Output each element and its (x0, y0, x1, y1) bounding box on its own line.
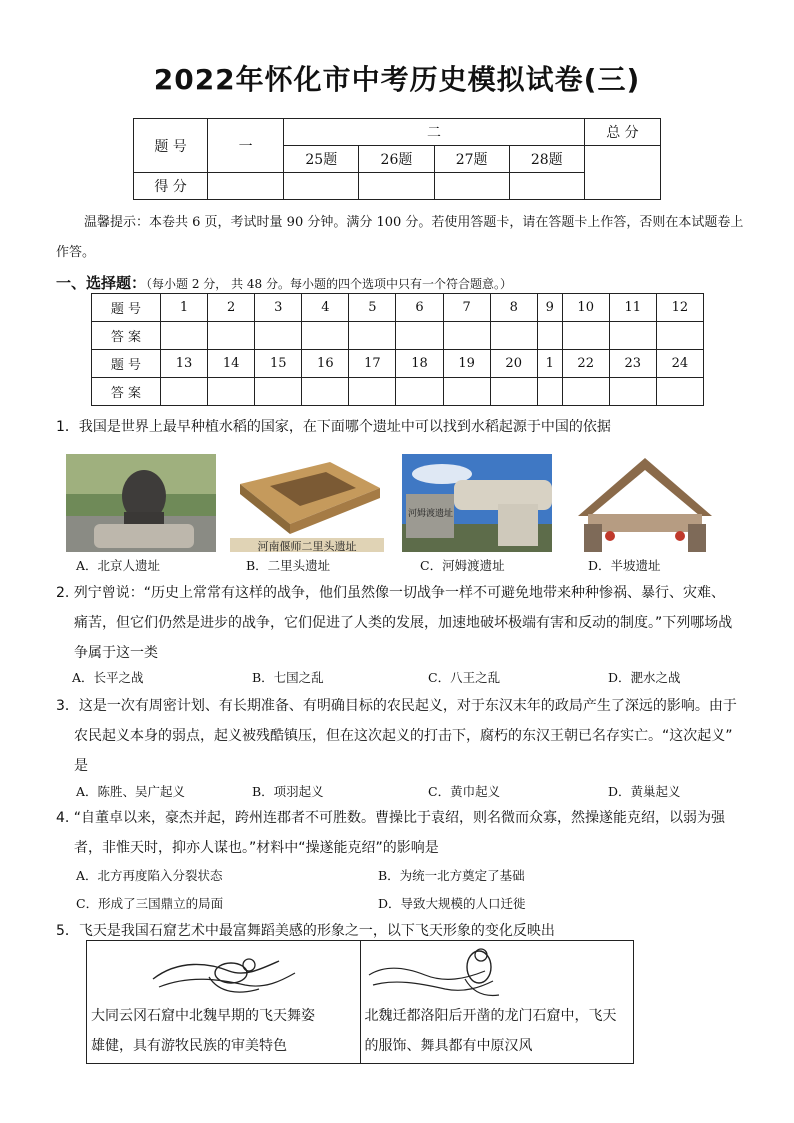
qnum: 20 (490, 350, 537, 378)
answer-cell[interactable] (490, 378, 537, 406)
q5-right-cell (360, 941, 634, 1064)
score-cell[interactable] (284, 173, 359, 200)
tip-label: 温馨提示： (84, 215, 150, 230)
section-1-heading: 一、选择题： (56, 274, 147, 292)
answer-cell[interactable] (562, 322, 609, 350)
qnum: 1 (537, 350, 562, 378)
answer-cell[interactable] (208, 378, 255, 406)
score-table-total-cell[interactable] (584, 146, 660, 200)
q3-line: 农民起义本身的弱点，起义被残酷镇压，但在这次起义的打击下，腐朽的东汉王朝已名存实亡。“这次起义” (74, 728, 733, 744)
answer-cell[interactable] (161, 322, 208, 350)
q5-left-line: 雄健，具有游牧民族的审美特色 (91, 1038, 287, 1054)
q1-photo-b-caption: 河南偃师二里头遗址 (257, 540, 357, 552)
q2-line: 痛苦，但它们仍然是进步的战争，它们促进了人类的发展，加速地破坏极端有害和反动的制度。”下列哪场战 (74, 615, 733, 631)
q5-left-line: 大同云冈石窟中北魏早期的飞天舞姿 (91, 1008, 315, 1024)
q2-line: 2. 列宁曾说：“历史上常常有这样的战争，他们虽然像一切战争一样不可避免地带来种种惨祸、暴行、灾难、 (56, 585, 726, 601)
q1-option-b[interactable]: B．二里头遗址 (246, 558, 331, 573)
q2-option-b[interactable]: B．七国之乱 (252, 670, 324, 685)
answer-cell[interactable] (537, 322, 562, 350)
q2-option-d[interactable]: D．淝水之战 (608, 670, 681, 685)
answer-cell[interactable] (562, 378, 609, 406)
answer-grid (91, 293, 704, 406)
flying-apsara-left-icon (149, 949, 299, 1003)
q1-photo-d (570, 454, 720, 552)
page-title: 2022年怀化市中考历史模拟试卷(三) (153, 63, 641, 96)
q1-photo-b (230, 454, 384, 552)
score-table-q26: 26题 (359, 146, 434, 173)
answer-cell[interactable] (255, 378, 302, 406)
q3-option-a[interactable]: A．陈胜、吴广起义 (76, 784, 186, 799)
q2-stem (56, 578, 746, 668)
q1-stem: 1．我国是世界上最早种植水稻的国家，在下面哪个遗址中可以找到水稻起源于中国的依据 (56, 419, 611, 435)
exam-tip (56, 208, 746, 268)
qnum: 14 (208, 350, 255, 378)
qnum: 2 (208, 294, 255, 322)
score-table-total: 总 分 (584, 119, 660, 146)
answer-cell[interactable] (208, 322, 255, 350)
q5-left-cell (87, 941, 361, 1064)
qnum: 18 (396, 350, 443, 378)
answer-cell[interactable] (349, 378, 396, 406)
flying-apsara-right-icon (365, 945, 515, 1003)
q4-option-a[interactable]: A．北方再度陷入分裂状态 (76, 868, 223, 883)
q4-options (72, 866, 752, 916)
tip-text: 本卷共 6 页，考试时量 90 分钟。满分 100 分。若使用答题卡，请在答题卡上作答，否则在本试题卷上作答。 (56, 215, 744, 260)
q2-option-a[interactable]: A．长平之战 (72, 670, 144, 685)
answer-cell[interactable] (255, 322, 302, 350)
q3-options (72, 782, 752, 802)
q1-option-a[interactable]: A．北京人遗址 (76, 558, 161, 573)
answer-cell[interactable] (656, 322, 703, 350)
q5-right-line: 的服饰、舞具都有中原汉风 (364, 1038, 533, 1054)
q3-line: 是 (74, 758, 88, 774)
answer-cell[interactable] (161, 378, 208, 406)
q4-stem (56, 803, 746, 863)
q1-option-c[interactable]: C．河姆渡遗址 (420, 558, 505, 573)
q3-line: 3．这是一次有周密计划、有长期准备、有明确目标的农民起义，对于东汉末年的政局产生了深远的影响。由于 (56, 698, 737, 714)
q1-photo-c (402, 454, 552, 552)
q2-line: 争属于这一类 (74, 645, 158, 661)
q4-option-d[interactable]: D．导致大规模的人口迁徙 (378, 896, 526, 911)
qnum: 24 (656, 350, 703, 378)
score-table-section-1: 一 (208, 119, 284, 173)
q3-stem (56, 691, 746, 781)
score-table (133, 118, 661, 200)
qnum: 12 (656, 294, 703, 322)
qnum: 5 (349, 294, 396, 322)
answer-cell[interactable] (302, 378, 349, 406)
q4-option-c[interactable]: C．形成了三国鼎立的局面 (76, 896, 224, 911)
qnum: 15 (255, 350, 302, 378)
q1-option-d[interactable]: D．半坡遗址 (588, 558, 661, 573)
qnum: 7 (443, 294, 490, 322)
answer-cell[interactable] (537, 378, 562, 406)
q4-line: 者，非惟天时，抑亦人谋也。”材料中“操遂能克绍”的影响是 (74, 840, 439, 856)
q1-photo-a (66, 454, 216, 552)
qnum: 8 (490, 294, 537, 322)
q5-table (86, 940, 634, 1064)
score-table-q25: 25题 (284, 146, 359, 173)
score-table-defen: 得 分 (134, 173, 208, 200)
qnum: 9 (537, 294, 562, 322)
qnum: 17 (349, 350, 396, 378)
score-cell[interactable] (208, 173, 284, 200)
q5-right-line: 北魏迁都洛阳后开凿的龙门石窟中，飞天 (364, 1008, 617, 1024)
qnum: 6 (396, 294, 443, 322)
q1-photo-c-sign: 河姆渡遗址 (408, 509, 454, 519)
answer-cell[interactable] (490, 322, 537, 350)
qnum: 11 (609, 294, 656, 322)
score-cell[interactable] (434, 173, 509, 200)
qnum: 19 (443, 350, 490, 378)
qnum: 22 (562, 350, 609, 378)
answer-grid-tihao: 题 号 (92, 294, 161, 322)
q2-options (72, 668, 752, 688)
score-table-section-2: 二 (284, 119, 585, 146)
qnum: 10 (562, 294, 609, 322)
qnum: 1 (161, 294, 208, 322)
answer-cell[interactable] (609, 378, 656, 406)
q4-line: 4. “自董卓以来，豪杰并起，跨州连郡者不可胜数。曹操比于袁绍，则名微而众寡，然操遂能克绍，以弱为强 (56, 810, 726, 826)
qnum: 23 (609, 350, 656, 378)
score-table-q27: 27题 (434, 146, 509, 173)
score-cell[interactable] (509, 173, 584, 200)
qnum: 4 (302, 294, 349, 322)
section-1-header (56, 272, 512, 293)
qnum: 3 (255, 294, 302, 322)
q4-option-b[interactable]: B．为统一北方奠定了基础 (378, 868, 525, 883)
q3-option-d[interactable]: D．黄巢起义 (608, 784, 681, 799)
section-1-note: （每小题 2 分， 共 48 分。每小题的四个选项中只有一个符合题意。） (146, 277, 512, 291)
score-table-tihao: 题 号 (134, 119, 208, 173)
answer-grid-daan: 答 案 (92, 378, 161, 406)
answer-cell[interactable] (443, 378, 490, 406)
score-table-q28: 28题 (509, 146, 584, 173)
q5-stem: 5．飞天是我国石窟艺术中最富舞蹈美感的形象之一，以下飞天形象的变化反映出 (56, 923, 555, 939)
qnum: 16 (302, 350, 349, 378)
answer-cell[interactable] (396, 378, 443, 406)
answer-cell[interactable] (656, 378, 703, 406)
answer-cell[interactable] (302, 322, 349, 350)
q3-option-b[interactable]: B．项羽起义 (252, 784, 324, 799)
answer-cell[interactable] (349, 322, 396, 350)
q3-option-c[interactable]: C．黄巾起义 (428, 784, 501, 799)
answer-grid-daan: 答 案 (92, 322, 161, 350)
answer-cell[interactable] (609, 322, 656, 350)
q2-option-c[interactable]: C．八王之乱 (428, 670, 501, 685)
answer-grid-tihao: 题 号 (92, 350, 161, 378)
answer-cell[interactable] (396, 322, 443, 350)
score-cell[interactable] (359, 173, 434, 200)
answer-cell[interactable] (443, 322, 490, 350)
qnum: 13 (161, 350, 208, 378)
